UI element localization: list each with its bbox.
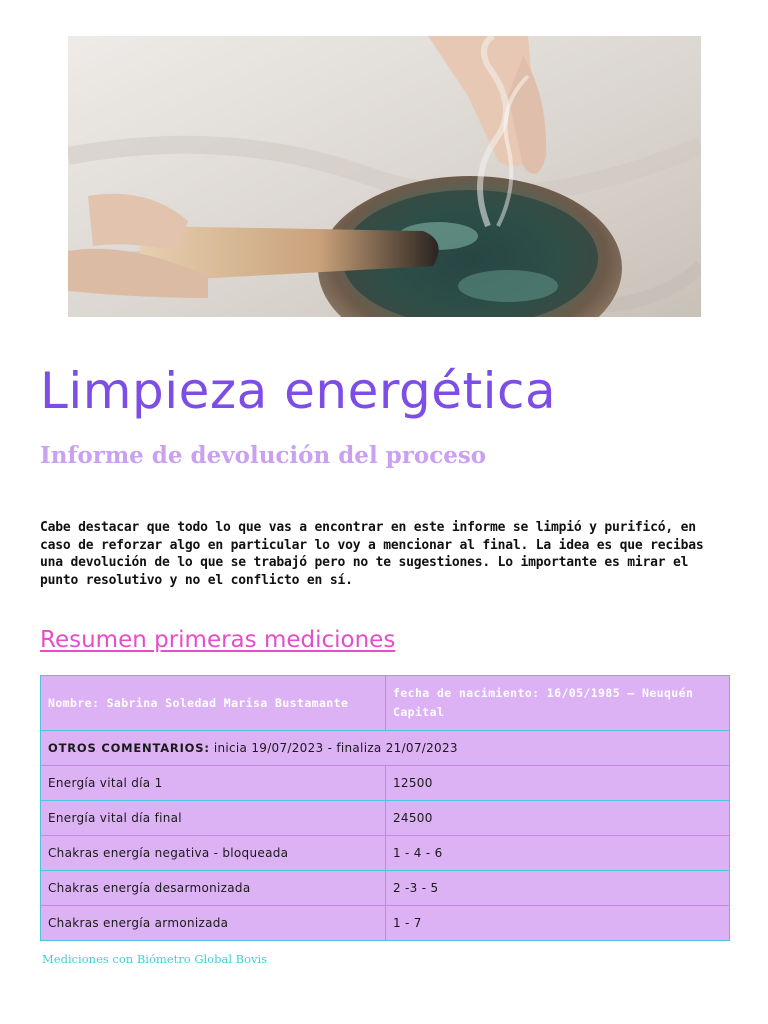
row-value: 24500 xyxy=(386,801,730,836)
table-header-row xyxy=(41,676,730,731)
row-label: Energía vital día 1 xyxy=(41,766,386,801)
footer-note: Mediciones con Biómetro Global Bovis xyxy=(42,952,268,966)
intro-paragraph: Cabe destacar que todo lo que vas a encontrar en este informe se limpió y purificó, en caso de reforzar algo en particular lo voy a mencionar al final. La idea es que recibas una devolución de lo que se trabajó pero no te sugestiones. Lo importante es mirar el punto resolutivo y no el conflicto en sí. xyxy=(40,520,704,588)
name-cell: Nombre: Sabrina Soledad Marisa Bustamante xyxy=(41,676,386,731)
row-label: Chakras energía armonizada xyxy=(41,906,386,941)
table-row xyxy=(41,836,730,871)
comments-cell xyxy=(41,731,730,766)
table-row xyxy=(41,871,730,906)
row-label: Chakras energía desarmonizada xyxy=(41,871,386,906)
section-title: Resumen primeras mediciones xyxy=(40,627,396,653)
row-label: Energía vital día final xyxy=(41,801,386,836)
measurements-table xyxy=(40,675,730,941)
row-value: 2 -3 - 5 xyxy=(386,871,730,906)
row-value: 1 - 7 xyxy=(386,906,730,941)
birth-cell: fecha de nacimiento: 16/05/1985 – Neuquén Capital xyxy=(386,676,730,731)
row-label: Chakras energía negativa - bloqueada xyxy=(41,836,386,871)
row-value: 1 - 4 - 6 xyxy=(386,836,730,871)
hero-image xyxy=(68,36,701,317)
page-subtitle: Informe de devolución del proceso xyxy=(40,442,487,469)
table-row xyxy=(41,766,730,801)
page-title: Limpieza energética xyxy=(40,362,557,420)
comments-row xyxy=(41,731,730,766)
comments-value: inicia 19/07/2023 - finaliza 21/07/2023 xyxy=(209,741,458,755)
table-row xyxy=(41,801,730,836)
row-value: 12500 xyxy=(386,766,730,801)
table-row xyxy=(41,906,730,941)
comments-label: OTROS COMENTARIOS: xyxy=(48,741,210,755)
